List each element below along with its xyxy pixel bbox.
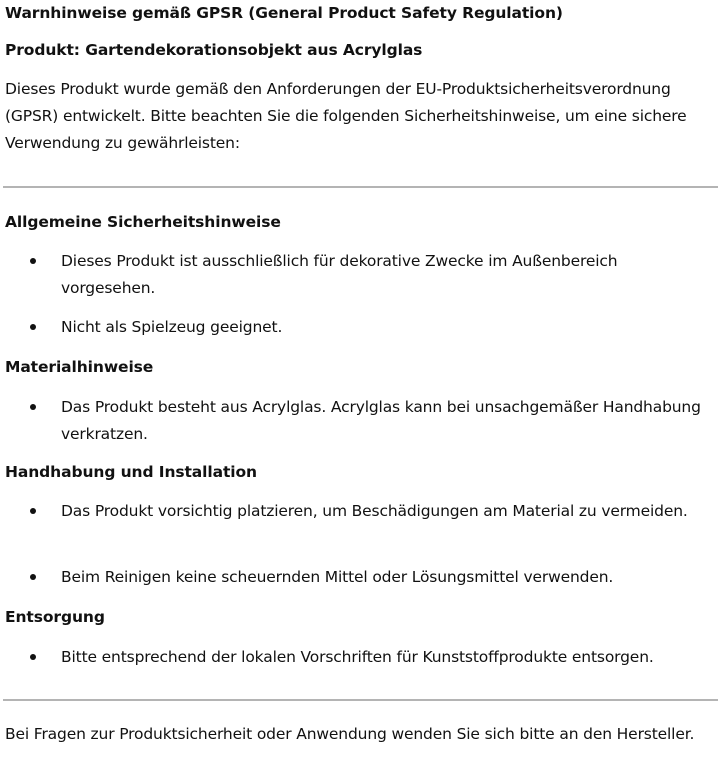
bullet-icon bbox=[30, 574, 36, 580]
list-item-text: Bitte entsprechend der lokalen Vorschriften für Kunststoffprodukte entsorgen. bbox=[61, 648, 654, 666]
section-heading-general-safety: Allgemeine Sicherheitshinweise bbox=[5, 213, 281, 231]
divider-bottom bbox=[3, 699, 718, 701]
product-heading: Produkt: Gartendekorationsobjekt aus Acrylglas bbox=[5, 41, 423, 59]
bullet-icon bbox=[30, 324, 36, 330]
footer-paragraph: Bei Fragen zur Produktsicherheit oder Anwendung wenden Sie sich bitte an den Hersteller. bbox=[5, 725, 695, 743]
section-heading-handling: Handhabung und Installation bbox=[5, 463, 257, 481]
section-heading-disposal: Entsorgung bbox=[5, 608, 105, 626]
list-item-text: Dieses Produkt ist ausschließlich für dekorative Zwecke im Außenbereich vorgesehen. bbox=[61, 252, 618, 297]
document-title: Warnhinweise gemäß GPSR (General Product Safety Regulation) bbox=[5, 4, 563, 22]
bullet-icon bbox=[30, 654, 36, 660]
list-item-text: Nicht als Spielzeug geeignet. bbox=[61, 318, 283, 336]
list-item-text: Beim Reinigen keine scheuernden Mittel oder Lösungsmittel verwenden. bbox=[61, 568, 614, 586]
list-item-text: Das Produkt besteht aus Acrylglas. Acrylglas kann bei unsachgemäßer Handhabung verkratzen. bbox=[61, 398, 701, 443]
list-item-text: Das Produkt vorsichtig platzieren, um Beschädigungen am Material zu vermeiden. bbox=[61, 502, 688, 520]
bullet-icon bbox=[30, 258, 36, 264]
section-heading-material: Materialhinweise bbox=[5, 358, 154, 376]
intro-paragraph: Dieses Produkt wurde gemäß den Anforderungen der EU-Produktsicherheitsverordnung (GPSR) entwickelt. Bitte beachten Sie die folgenden Sicherheitshinweise, um eine sichere Verwendung zu gewährleisten: bbox=[5, 80, 687, 152]
bullet-icon bbox=[30, 404, 36, 410]
bullet-icon bbox=[30, 508, 36, 514]
divider-top bbox=[3, 186, 718, 188]
